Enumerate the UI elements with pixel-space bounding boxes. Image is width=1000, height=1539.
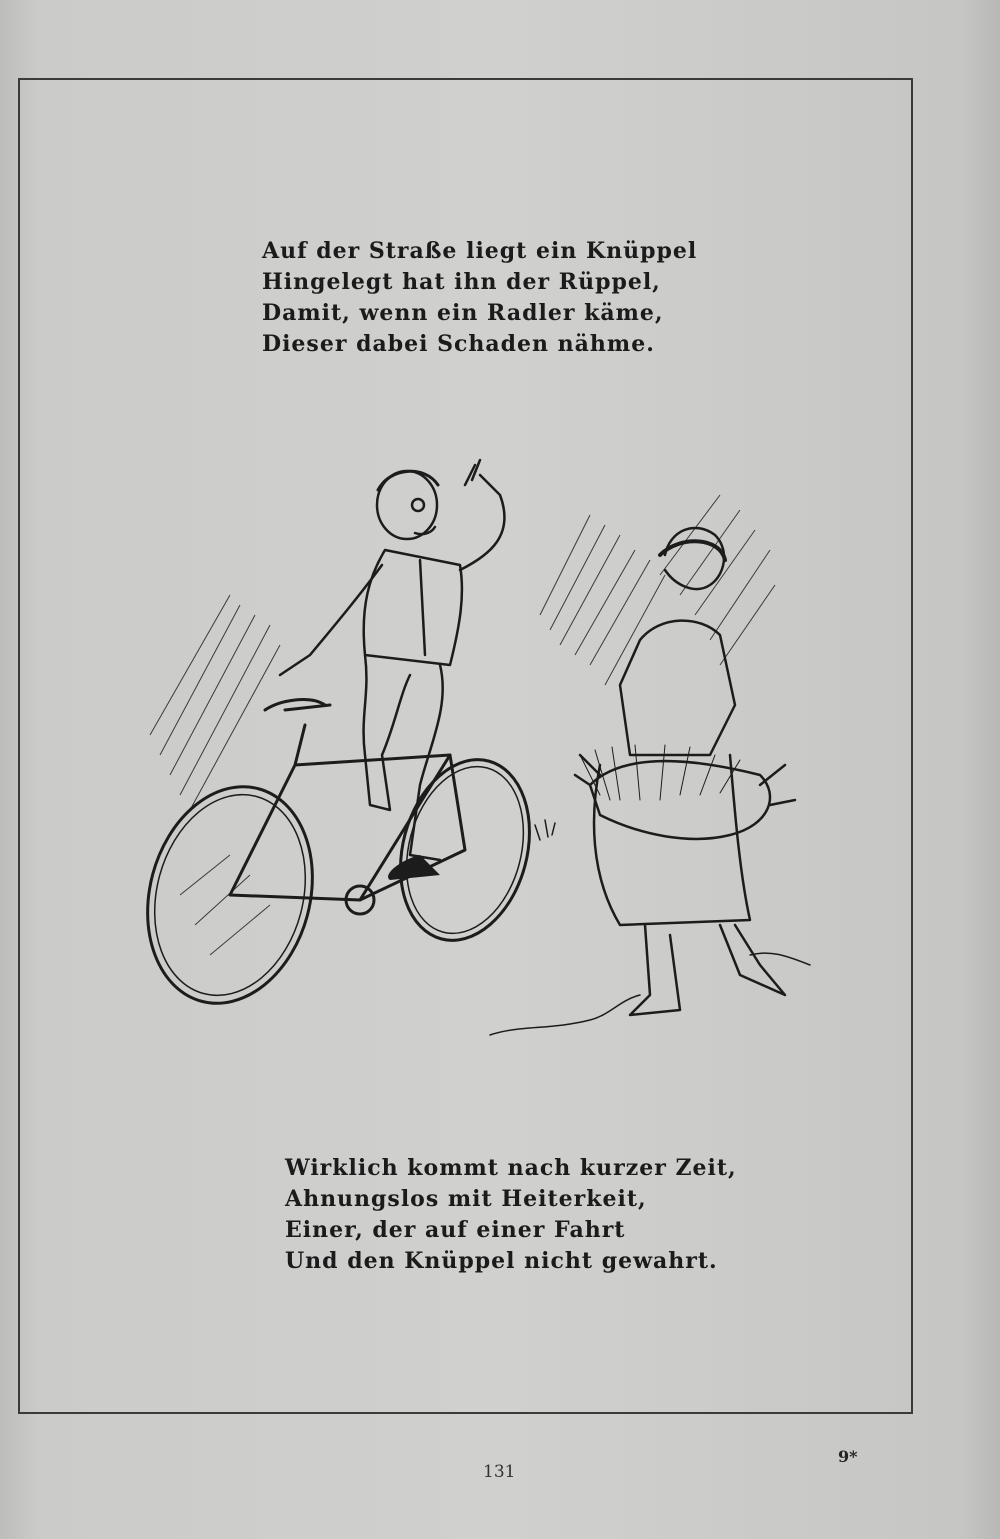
bicycle [124, 700, 548, 1022]
verse-line: Und den Knüppel nicht gewahrt. [285, 1248, 718, 1274]
verse-line: Auf der Straße liegt ein Knüppel [262, 238, 698, 264]
verse-line: Einer, der auf einer Fahrt [285, 1217, 626, 1243]
verse-line: Wirklich kommt nach kurzer Zeit, [285, 1155, 737, 1181]
verse-line: Damit, wenn ein Radler käme, [262, 300, 664, 326]
top-stanza [262, 236, 697, 360]
hay-bundle-strokes [580, 745, 740, 800]
cyclist-illustration [120, 455, 840, 1065]
cyclist [280, 460, 504, 880]
verse-line: Dieser dabei Schaden nähme. [262, 331, 655, 357]
bottom-stanza [285, 1153, 737, 1277]
verse-line: Hingelegt hat ihn der Rüppel, [262, 269, 661, 295]
background-hatching [150, 495, 775, 955]
page-number: 131 [483, 1462, 516, 1482]
verse-line: Ahnungslos mit Heiterkeit, [285, 1186, 647, 1212]
signature-mark: 9* [838, 1447, 858, 1466]
ground-strokes [490, 820, 810, 1035]
